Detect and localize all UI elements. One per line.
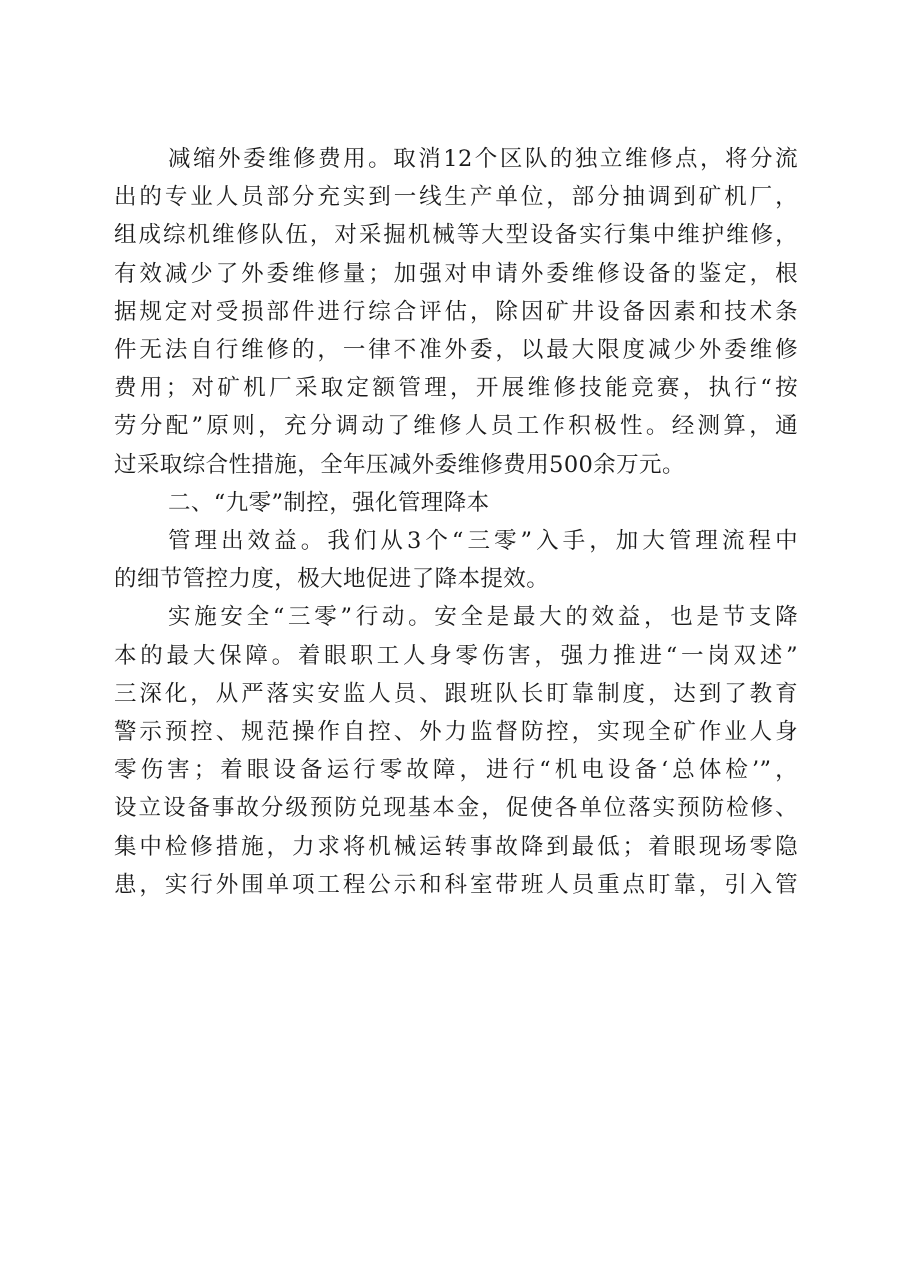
text-line: 集中检修措施，力求将机械运转事故降到最低；着眼现场零隐 [114,833,798,860]
text-line: 患，实行外围单项工程公示和科室带班人员重点盯靠，引入管 [114,871,798,898]
text-line: 劳分配”原则，充分调动了维修人员工作积极性。经测算，通 [114,413,798,440]
text-line: 组成综机维修队伍，对采掘机械等大型设备实行集中维护维修， [114,222,798,249]
text-line: 零伤害；着眼设备运行零故障，进行“机电设备‘总体检’”， [114,757,798,784]
section-heading [114,484,798,522]
text-line: 本的最大保障。着眼职工人身零伤害，强力推进“一岗双述” [114,642,798,669]
text-line: 管理出效益。我们从3个“三零”入手，加大管理流程中 [168,528,798,555]
text-line: 出的专业人员部分充实到一线生产单位，部分抽调到矿机厂， [114,184,798,211]
paragraph-safety-action [114,598,798,904]
heading-line: 二、“九零”制控，强化管理降本 [168,489,490,516]
text-line: 减缩外委维修费用。取消12个区队的独立维修点，将分流 [168,146,798,172]
text-line: 三深化，从严落实安监人员、跟班队长盯靠制度，达到了教育 [114,680,798,707]
paragraph-management-intro [114,522,798,598]
text-line: 设立设备事故分级预防兑现基本金，促使各单位落实预防检修、 [114,795,798,822]
text-line: 警示预控、规范操作自控、外力监督防控，实现全矿作业人身 [114,719,798,746]
text-line: 费用；对矿机厂采取定额管理，开展维修技能竞赛，执行“按 [114,375,798,402]
text-line: 的细节管控力度，极大地促进了降本提效。 [114,566,550,593]
document-body [114,140,798,904]
text-line: 有效减少了外委维修量；加强对申请外委维修设备的鉴定，根 [114,260,798,287]
text-line: 实施安全“三零”行动。安全是最大的效益，也是节支降 [168,604,798,631]
text-line: 件无法自行维修的，一律不准外委，以最大限度减少外委维修 [114,337,798,364]
text-line: 据规定对受损部件进行综合评估，除因矿井设备因素和技术条 [114,298,798,325]
text-line: 过采取综合性措施，全年压减外委维修费用500余万元。 [114,451,685,478]
paragraph-maintenance-costs [114,140,798,484]
